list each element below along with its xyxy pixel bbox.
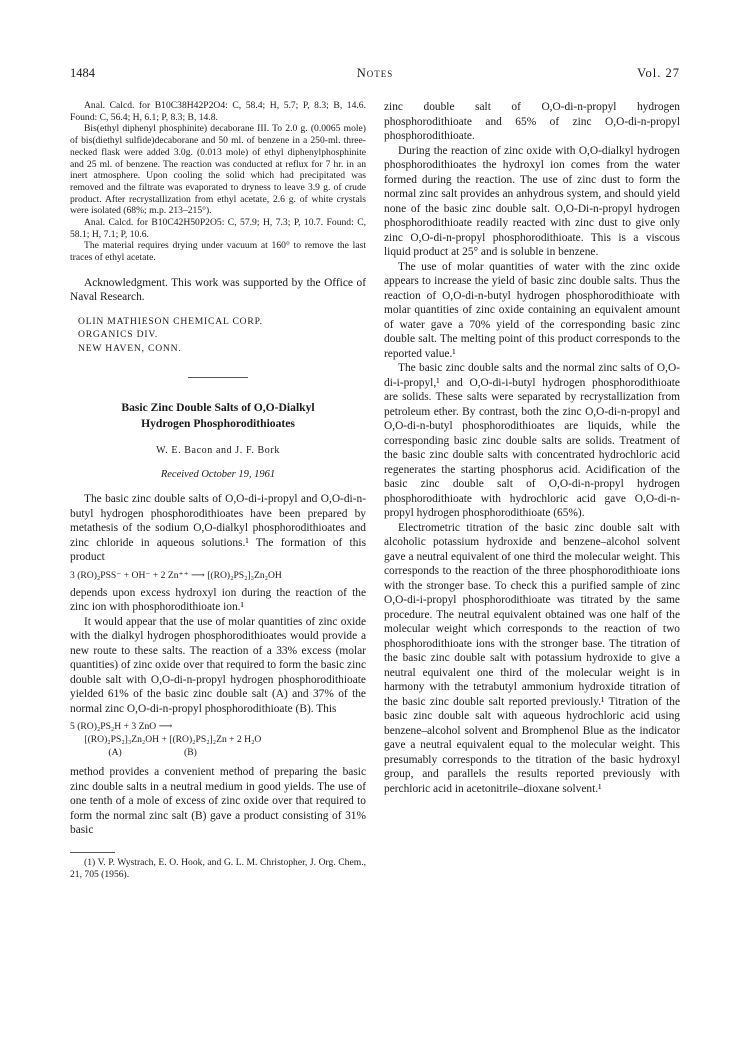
body-paragraph: It would appear that the use of molar quantities of zinc oxide with the dialkyl hydrogen phosphorodithioates would provide a new route to these salts. The reaction of a 33% excess (molar quantities) of zinc oxide over that required to form the basic zinc double salt with O,O-di-n-propyl hydrogen phosphorodithioate yielded 61% of the basic zinc double salt (A) and 37% of the normal zinc O,O-di-n-propyl phosphorodithioate (B). This (70, 615, 366, 715)
analysis-text: Anal. Calcd. for B10C38H42P2O4: C, 58.4; H, 5.7; P, 8.3; B, 14.6. Found: C, 56.4; H, 6.1; P, 8.3; B, 14.8. (70, 100, 366, 123)
body-paragraph: The basic zinc double salts and the normal zinc salts of O,O-di-i-propyl,¹ and O,O-di-i-butyl hydrogen phosphorodithioate are solids. These salts were separated by recrystallization from petroleum ether. By contrast, both the zinc O,O-di-n-propyl and O,O-di-n-butyl phosphorodithioates are liquids, while the corresponding basic zinc double salts are solids. Treatment of the basic zinc double salts with concentrated hydrochloric acid regenerates the starting phosphorus acid. Acidification of the basic zinc double salt of O,O-di-n-propyl hydrogen phosphorodithioate with hydrochloric acid gave O,O-di-n-propyl hydrogen phosphorodithioate (65%). (384, 362, 680, 519)
preparation-text: Bis(ethyl diphenyl phosphinite) decaborane III. To 2.0 g. (0.0065 mole) of bis(diethyl sulfide)decaborane and 50 ml. of benzene in a 250-ml. three-necked flask were added 3.0g. (0.013 mole) of ethyl diphenylphosphinite and 25 ml. of benzene. The reaction was conducted at reflux for 7 hr. in an inert atmosphere. Upon cooling the solid which had precipitated was removed and the filtrate was evaporated to dryness to leave 3.9 g. of crude product. After recrystallization from ethyl acetate, 2.6 g. of white crystals were isolated (68%; m.p. 213–215°). (70, 123, 366, 217)
acknowledgment: Acknowledgment. This work was supported by the Office of Naval Research. (70, 276, 366, 304)
page-number: 1484 (70, 66, 95, 80)
article-title-line: Hydrogen Phosphorodithioates (141, 417, 295, 431)
reaction-equation-label: (A) (B) (70, 747, 197, 759)
received-date: Received October 19, 1961 (160, 469, 276, 481)
body-paragraph: method provides a convenient method of preparing the basic zinc double salts in a neutral medium in good yields. The use of one tenth of a mole of excess of zinc oxide over that required to form the normal zinc salt (B) gave a product consisting of 31% basic (70, 766, 366, 837)
affiliation-line: ORGANICS DIV. (78, 329, 159, 341)
volume-label: Vol. 27 (637, 66, 680, 80)
analysis-text: Anal. Calcd. for B10C42H50P2O5: C, 57.9; H, 7.3; P, 10.7. Found: C, 58.1; H, 7.1; P, 10.6. (70, 217, 366, 240)
article-title-line: Basic Zinc Double Salts of O,O-Dialkyl (121, 401, 315, 415)
body-paragraph: zinc double salt of O,O-di-n-propyl hydrogen phosphorodithioate and 65% of zinc O,O-di-n-propyl phosphorodithioate. (384, 101, 680, 142)
body-paragraph: During the reaction of zinc oxide with O,O-dialkyl hydrogen phosphorodithioates the hydroxyl ion comes from the water formed during the reaction. The use of zinc dust to form the normal zinc salt provides an anhydrous system, and should yield none of the basic zinc double salt. O,O-Di-n-propyl hydrogen phosphorodithioate readily reacted with zinc dust to give only zinc O,O-di-n-propyl phosphorodithioate. This is a viscous liquid product at 25° and is soluble in benzene. (384, 144, 680, 258)
section-title: Notes (356, 66, 394, 80)
body-paragraph: Electrometric titration of the basic zinc double salt with alcoholic potassium hydroxide and benzene–alcohol solvent gave a neutral equivalent of one third the molecular weight. This corresponds to the reaction of the three phosphorodithioate ions with the stronger base. To check this a purified sample of zinc O,O-di-i-propyl phosphorodithioate was titrated by the same procedure. The neutral equivalent obtained was one half of the molecular weight which corresponds to the reaction of two phosphorodithioate ions with the stronger base. The titration of the basic zinc double salt with potassium hydroxide to give a neutral equivalent one third of the molecular weight is in harmony with the tetrabutyl ammonium hydroxide titration of the basic zinc double salt reported previously.¹ Titration of the basic zinc double salt with aqueous hydrochloric acid using benzene–alcohol solvent and Bromphenol Blue as the indicator gave a neutral equivalent equal to the molecular weight. This presumably corresponds to the titration of the basic hydroxyl group, and parallels the results reported previously with perchloric acid in acetonitrile–dioxane solvent.¹ (384, 521, 680, 795)
article-authors: W. E. Bacon and J. F. Bork (156, 445, 280, 457)
footnote: (1) V. P. Wystrach, E. O. Hook, and G. L. M. Christopher, J. Org. Chem., 21, 705 (1956). (70, 856, 366, 880)
left-column (70, 100, 366, 880)
right-column (384, 100, 680, 796)
running-header (70, 66, 680, 84)
body-paragraph: The use of molar quantities of water with the zinc oxide appears to increase the yield of basic zinc double salts. Thus the reaction of O,O-di-n-butyl hydrogen phosphorodithioate with molar quantities of zinc oxide containing an equivalent amount of water gave a 70% yield of the corresponding basic zinc double salt. The melting point of this product corresponds to the reported value.¹ (384, 260, 680, 360)
affiliation-line: OLIN MATHIESON CHEMICAL CORP. (78, 315, 263, 327)
body-paragraph: The basic zinc double salts of O,O-di-i-propyl and O,O-di-n-butyl hydrogen phosphorodithioates have been prepared by metathesis of the sodium O,O-dialkyl phosphorodithioates and zinc chloride in aqueous solutions.¹ The formation of this product (70, 493, 366, 564)
reaction-equation-line: [(RO)₂PS₂]₃Zn₂OH + [(RO)₂PS₂]₂Zn + 2 H₂O (70, 734, 262, 746)
drying-note: The material requires drying under vacuum at 160° to remove the last traces of ethyl acetate. (70, 240, 366, 264)
reaction-equation: 3 (RO)₂PSS⁻ + OH⁻ + 2 Zn⁺⁺ ⟶ [(RO)₂PS₂]₃Zn₂OH (70, 569, 282, 581)
body-paragraph: depends upon excess hydroxyl ion during the reaction of the zinc ion with phosphorodithioate ion.¹ (70, 586, 366, 614)
affiliation-line: NEW HAVEN, CONN. (78, 342, 182, 354)
reaction-equation-line: 5 (RO)₂PS₂H + 3 ZnO ⟶ (70, 721, 173, 733)
